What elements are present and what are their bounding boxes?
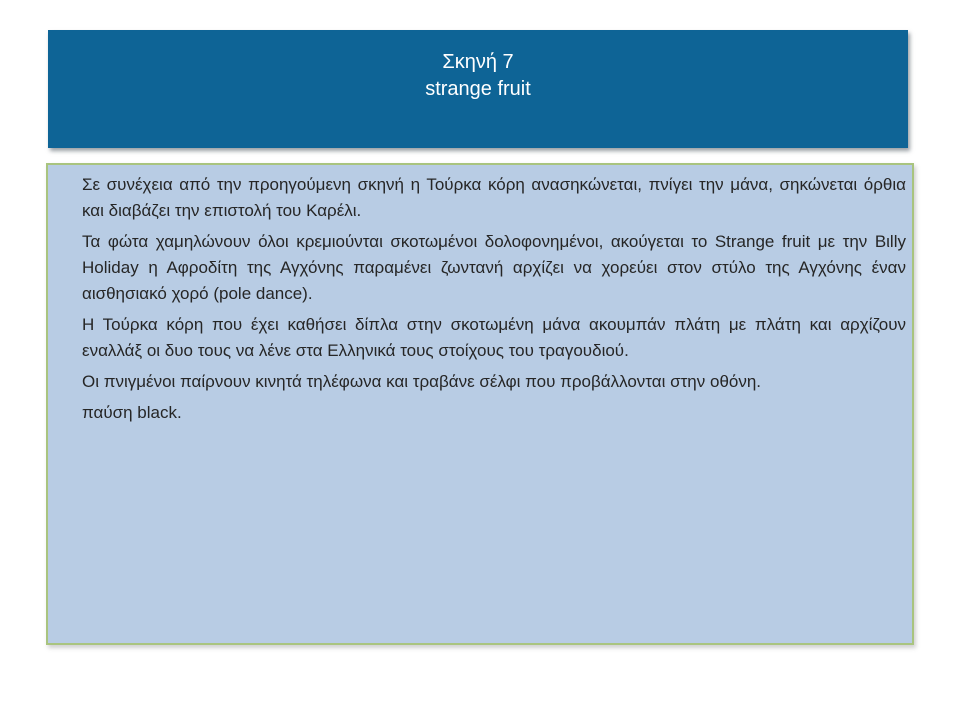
body-text-box <box>46 163 914 645</box>
body-paragraph: Σε συνέχεια από την προηγούμενη σκηνή η Τούρκα κόρη ανασηκώνεται, πνίγει την μάνα, σηκώνεται όρθια και διαβάζει την επιστολή του Καρέλι. <box>82 175 906 220</box>
body-paragraph: παύση black. <box>82 403 182 422</box>
slide-title-line1: Σκηνή 7 <box>442 51 514 73</box>
body-paragraph: Οι πνιγμένοι παίρνουν κινητά τηλέφωνα και τραβάνε σέλφι που προβάλλονται στην οθόνη. <box>82 372 762 391</box>
body-paragraph: Η Τούρκα κόρη που έχει καθήσει δίπλα στην σκοτωμένη μάνα ακουμπάν πλάτη με πλάτη και αρχίζουν εναλλάξ οι δυο τους να λένε στα Ελληνικά τους στοίχους του τραγουδιού. <box>82 315 906 360</box>
title-box <box>48 30 908 148</box>
slide-title-line2: strange fruit <box>425 78 531 100</box>
body-paragraph: Τα φώτα χαμηλώνουν όλοι κρεμιούνται σκοτωμένοι δολοφονημένοι, ακούγεται το Strange fruit με την Bιlly Holiday η Αφροδίτη της Αγχόνης παραμένει ζωντανή αρχίζει να χορεύει στον στύλο της Αγχόνης έναν αισθησιακό χορό (pole dance). <box>82 232 906 303</box>
